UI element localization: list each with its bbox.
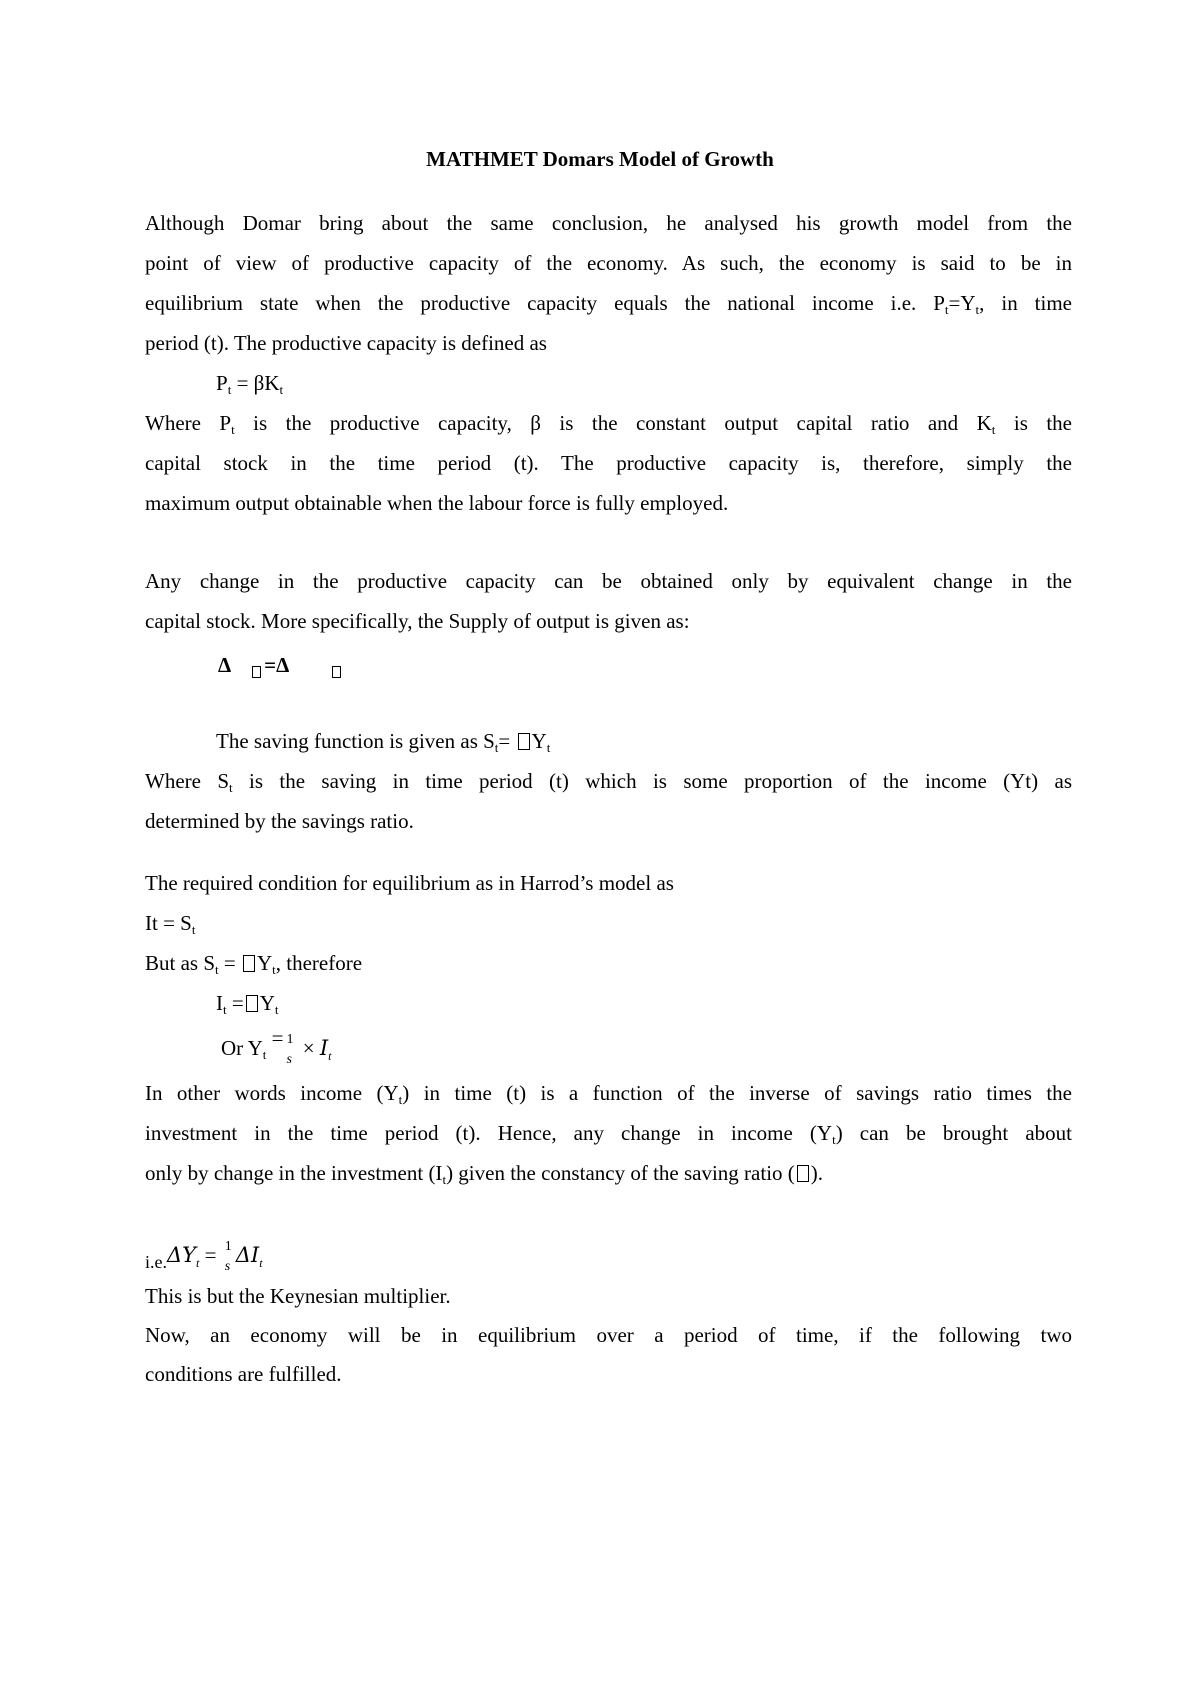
condition-line3: But as $S_t = Y_t$, therefore [145,951,363,977]
saving-function-line: The saving function is given as $S_t= Y_t$ [216,729,551,755]
para2-line2: capital stock in the time period (t). The productive capacity is, therefore, simply the [145,451,1072,475]
condition-line4: $I_t = Y_t$ [216,991,279,1017]
para2-line3: maximum output obtainable when the labour force is fully employed. [145,491,729,515]
condition-line5: Or $Y_t$ = 1 s × $I_t$ [221,1026,332,1068]
page-title: MATHMET Domars Model of Growth [426,147,774,171]
para1-line4: period (t). The productive capacity is defined as [145,331,547,355]
equation-productive-capacity: $P_t = \beta K_t$ [216,371,284,397]
closing-line2: Now, an economy will be in equilibrium over a period of time, if the following two [145,1323,1072,1347]
equation-supply-change: Δ =Δ [218,652,344,678]
missing-glyph-icon [797,1165,809,1182]
fraction-one-over-s: 1 s [224,1239,232,1275]
condition-line1: The required condition for equilibrium as in Harrod’s model as [145,871,674,895]
para1-line1: Although Domar bring about the same conclusion, he analysed his growth model from the [145,211,1072,235]
para3-line2: capital stock. More specifically, the Supply of output is given as: [145,609,690,633]
missing-glyph-icon [332,666,341,678]
para5-line1: In other words income $(Y_t)$ in time (t) is a function of the inverse of savings ratio times the [145,1081,1073,1107]
para4-line1: Where $S_t$ is the saving in time period (t) which is some proportion of the income (Yt) as [145,769,1072,795]
fraction-one-over-s: 1 s [286,1032,294,1068]
para5-line3: only by change in the investment $(I_t)$ given the constancy of the saving ratio ( ). [145,1161,824,1187]
para2-line1: Where $P_t$ is the productive capacity, β is the constant output capital ratio and $K_t$ is the [145,411,1072,437]
para4-line2: determined by the savings ratio. [145,809,414,833]
missing-glyph-icon [252,666,261,678]
para3-line1: Any change in the productive capacity can be obtained only by equivalent change in the [145,569,1072,593]
condition-line2: $It = S_t$ [145,911,196,937]
closing-line1: This is but the Keynesian multiplier. [145,1284,451,1308]
para5-line2: investment in the time period (t). Hence, any change in income $(Y_t)$ can be brought about [145,1121,1072,1147]
missing-glyph-icon [246,995,258,1012]
para1-line2: point of view of productive capacity of the economy. As such, the economy is said to be in [145,251,1072,275]
para1-line3: equilibrium state when the productive capacity equals the national income i.e. $P_t=Y_t$, in time [145,291,1072,317]
missing-glyph-icon [243,955,255,972]
equation-multiplier: $i.e.\Delta Y_t$ = 1 s $\Delta I_t$ [145,1239,263,1275]
closing-line3: conditions are fulfilled. [145,1362,342,1386]
missing-glyph-icon [518,733,530,750]
